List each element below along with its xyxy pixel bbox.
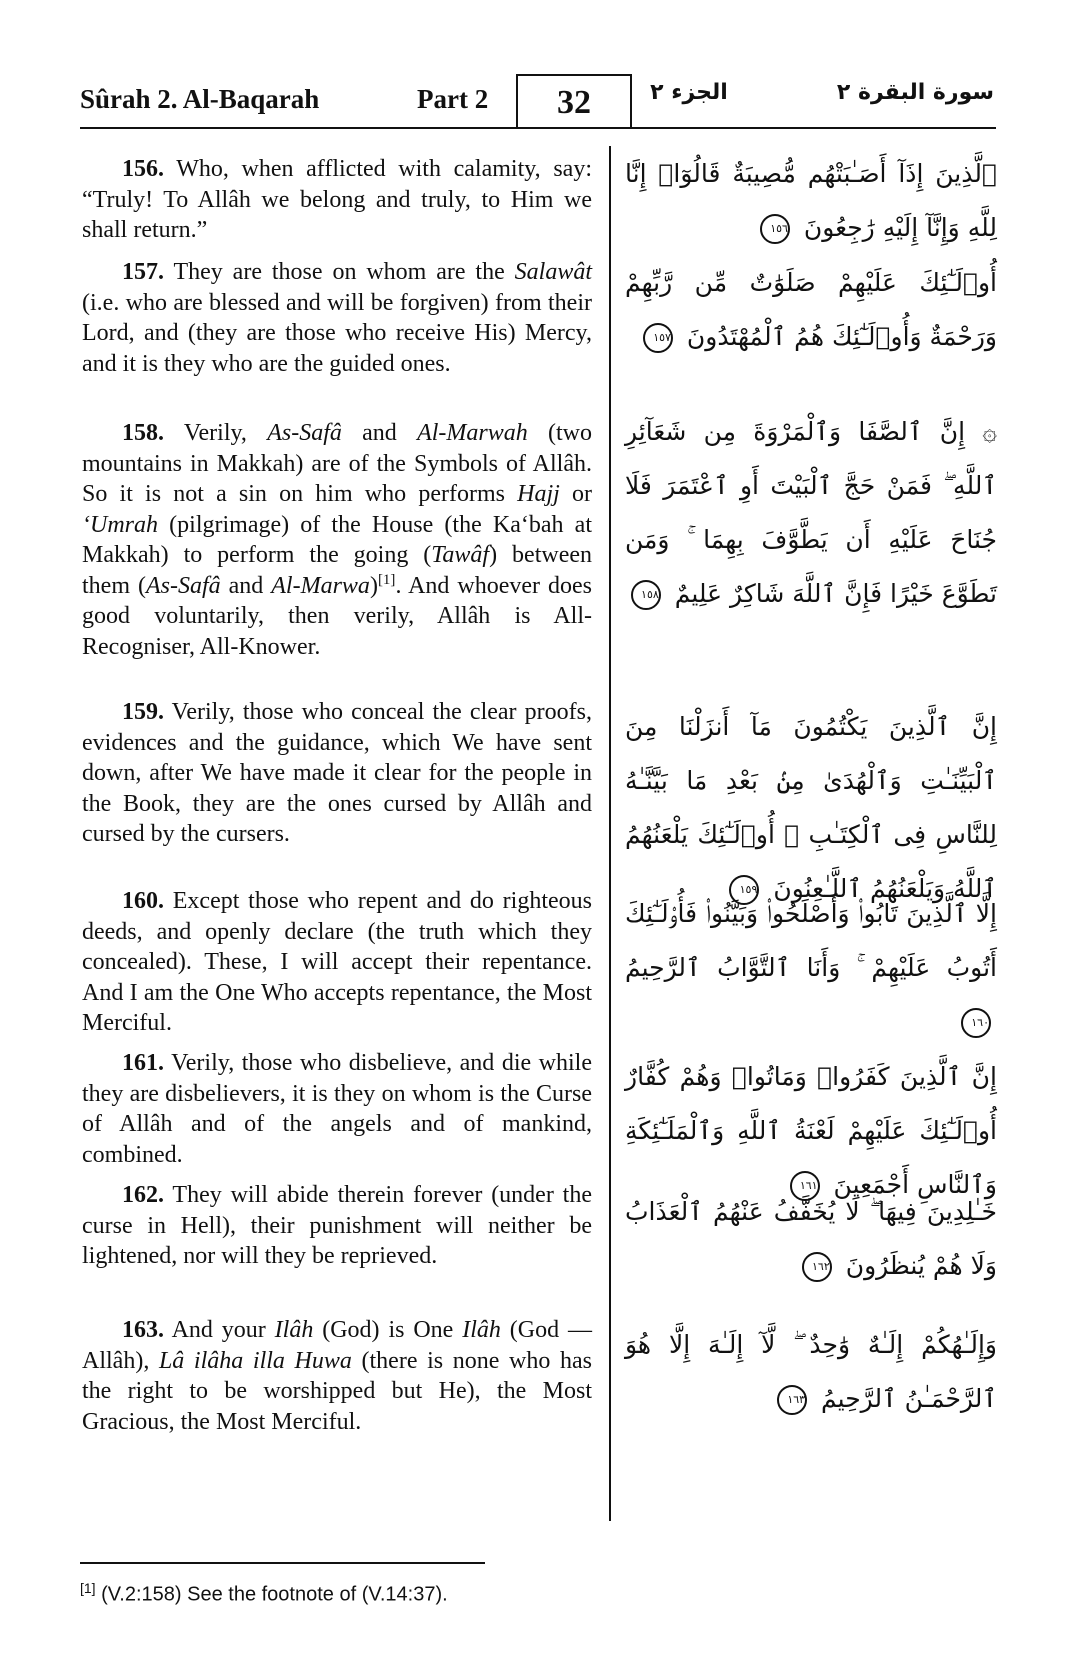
footnote-text: (V.2:158) See the footnote of (V.14:37). — [95, 1583, 448, 1606]
verse-number: 160. — [122, 888, 164, 914]
footnote-rule — [80, 1562, 485, 1564]
verse-163-arabic — [625, 1318, 997, 1426]
arabic-verse-text: أُو۟لَـٰٓئِكَ عَلَيْهِمْ صَلَوَٰتٌ مِّن رَّبِّهِمْ وَرَحْمَةٌ وَأُو۟لَـٰٓئِكَ هُمُ ٱلْمُهْتَدُونَ — [625, 268, 997, 351]
part-label: Part 2 — [417, 84, 489, 114]
verse-text: Who, when afflicted with calamity, say: “Truly! To Allâh we belong and truly, to Him we shall return.” — [82, 156, 592, 243]
verse-text: They will abide therein forever (under the curse in Hell), their punishment will neither be lightened, nor will they be reprieved. — [82, 1182, 592, 1269]
ayah-number-marker: ١٥٩ — [729, 875, 759, 905]
ayah-number-marker: ١٥٦ — [760, 214, 790, 244]
verse-161-english — [82, 1048, 592, 1170]
arabic-verse-text: إِنَّ ٱلَّذِينَ كَفَرُوا۟ وَمَاتُوا۟ وَهُمْ كُفَّارٌ أُو۟لَـٰٓئِكَ عَلَيْهِمْ لَعْنَةُ ٱللَّهِ وَٱلْمَلَـٰٓئِكَةِ وَٱلنَّاسِ أَجْمَعِينَ — [625, 1062, 997, 1199]
verse-italic-term: Tawâf — [431, 542, 490, 568]
verse-italic-term: Ilâh — [462, 1317, 501, 1343]
verse-157-arabic — [625, 256, 997, 364]
verse-number: 156. — [122, 156, 164, 182]
page-number: 32 — [516, 74, 632, 128]
arabic-verse-text: خَـٰلِدِينَ فِيهَا ۖ لَا يُخَفَّفُ عَنْهُمُ ٱلْعَذَابُ وَلَا هُمْ يُنظَرُونَ — [625, 1197, 997, 1280]
verse-160-arabic — [625, 887, 997, 1049]
verse-number: 158. — [122, 420, 164, 446]
verse-italic-term: Al-Marwa — [271, 572, 370, 599]
verse-162-arabic — [625, 1185, 997, 1293]
verse-text: Verily, those who conceal the clear proofs, evidences and the guidance, which We have sent down, after We have made it clear for the people in the Book, they are the ones cursed by Allâh and cursed by the cursers. — [82, 699, 592, 847]
verse-157-english — [82, 257, 592, 379]
verse-text: (there is none who has the right to be worshipped but He), the Most Gracious, the Most Merciful. — [82, 1347, 593, 1435]
verse-number: 161. — [122, 1050, 164, 1076]
verse-text: Except those who repent and do righteous deeds, and openly declare (the truth which they concealed). These, I will accept their repentance. And I am the One Who accepts repentance, the Most Merciful. — [82, 888, 592, 1036]
verse-italic-term: Salawât — [514, 259, 592, 285]
arabic-verse-text: وَإِلَـٰهُكُمْ إِلَـٰهٌ وَٰحِدٌ ۖ لَّآ إِلَـٰهَ إِلَّا هُوَ ٱلرَّحْمَـٰنُ ٱلرَّحِيمُ — [625, 1330, 997, 1413]
verse-italic-term: ‘Umrah — [82, 511, 158, 538]
verse-159-arabic — [625, 700, 997, 916]
footnote — [80, 1580, 448, 1607]
verse-text: or — [559, 481, 593, 507]
verse-text: (God — Allâh), — [82, 1317, 592, 1374]
arabic-part-label: الجزء ٢ — [650, 80, 728, 105]
verse-italic-term: Hajj — [517, 481, 560, 507]
verse-italic-term: As-Safâ — [145, 572, 221, 599]
ayah-number-marker: ١٦١ — [790, 1171, 820, 1201]
verse-text: And your — [164, 1317, 275, 1343]
verse-159-english — [82, 697, 592, 850]
arabic-verse-text: ٱلَّذِينَ إِذَآ أَصَـٰبَتْهُم مُّصِيبَةٌ قَالُوٓا۟ إِنَّا لِلَّهِ وَإِنَّآ إِلَيْهِ رَٰجِعُونَ — [625, 159, 997, 242]
ayah-number-marker: ١٥٧ — [643, 323, 673, 353]
footnote-marker: [1] — [80, 1580, 96, 1596]
surah-title: Sûrah 2. Al-Baqarah — [80, 84, 320, 114]
verse-156-arabic — [625, 147, 997, 255]
verse-number: 162. — [122, 1182, 164, 1208]
arabic-verse-text: إِلَّا ٱلَّذِينَ تَابُوا۟ وَأَصْلَحُوا۟ وَبَيَّنُوا۟ فَأُو۟لَـٰٓئِكَ أَتُوبُ عَلَيْهِمْ ۚ وَأَنَا ٱلتَّوَّابُ ٱلرَّحِيمُ — [625, 899, 997, 982]
header-rule — [80, 127, 996, 129]
ayah-number-marker: ١٦٠ — [961, 1008, 991, 1038]
verse-163-english — [82, 1315, 592, 1437]
footnote-reference[interactable]: [1] — [377, 571, 396, 588]
arabic-surah-title: سورة البقرة ٢ — [836, 80, 994, 105]
verse-text: ) between them ( — [82, 542, 592, 599]
verse-text: and — [341, 420, 418, 446]
verse-italic-term: Al-Marwah — [417, 420, 528, 446]
verse-number: 163. — [122, 1317, 164, 1343]
verse-156-english — [82, 154, 592, 246]
column-divider — [609, 146, 611, 1521]
ayah-number-marker: ١٥٨ — [631, 580, 661, 610]
verse-text: (pilgrimage) of the House (the Ka‘bah at Makkah) to perform the going ( — [82, 511, 592, 568]
ayah-number-marker: ١٦٢ — [802, 1252, 832, 1282]
verse-italic-term: Lâ ilâha illa Huwa — [158, 1347, 352, 1374]
verse-italic-term: As-Safâ — [267, 420, 342, 446]
verse-number: 159. — [122, 699, 164, 725]
verse-text: ) — [369, 572, 378, 599]
verse-text: (two mountains in Makkah) are of the Symbols of Allâh. So it is not a sin on him who performs — [82, 420, 592, 507]
arabic-verse-text: إِنَّ ٱلَّذِينَ يَكْتُمُونَ مَآ أَنزَلْنَا مِنَ ٱلْبَيِّنَـٰتِ وَٱلْهُدَىٰ مِنۢ بَعْدِ مَا بَيَّنَّـٰهُ لِلنَّاسِ فِى ٱلْكِتَـٰبِ ۙ أُو۟لَـٰٓئِكَ يَلْعَنُهُمُ ٱللَّهُ وَيَلْعَنُهُمُ ٱللَّـٰعِنُونَ — [625, 712, 997, 903]
verse-text: Verily, those who disbelieve, and die while they are disbelievers, it is they on whom is the Curse of Allâh and of the angels and of mankind, combined. — [82, 1050, 592, 1168]
arabic-verse-text: ۞ إِنَّ ٱلصَّفَا وَٱلْمَرْوَةَ مِن شَعَآئِرِ ٱللَّهِ ۖ فَمَنْ حَجَّ ٱلْبَيْتَ أَوِ ٱعْتَمَرَ فَلَا جُنَاحَ عَلَيْهِ أَن يَطَّوَّفَ بِهِمَا ۚ وَمَن تَطَوَّعَ خَيْرًا فَإِنَّ ٱللَّهَ شَاكِرٌ عَلِيمٌ — [625, 417, 997, 608]
verse-162-english — [82, 1180, 592, 1272]
verse-158-english — [82, 418, 592, 662]
verse-160-english — [82, 886, 592, 1039]
verse-158-arabic — [625, 405, 997, 621]
verse-text: Verily, — [164, 420, 268, 446]
verse-number: 157. — [122, 259, 164, 285]
verse-text: (i.e. who are blessed and will be forgiven) from their Lord, and (they are those who receive His) Mercy, and it is they who are the guided ones. — [82, 289, 592, 377]
verse-italic-term: Ilâh — [274, 1317, 314, 1343]
verse-text: . And whoever does good voluntarily, then verily, Allâh is All-Recogniser, All-Knower. — [82, 572, 593, 660]
verse-text: They are those on whom are the — [164, 259, 515, 285]
ayah-number-marker: ١٦٣ — [777, 1385, 807, 1415]
verse-text: and — [220, 572, 272, 599]
verse-text: (God) is One — [313, 1317, 463, 1343]
